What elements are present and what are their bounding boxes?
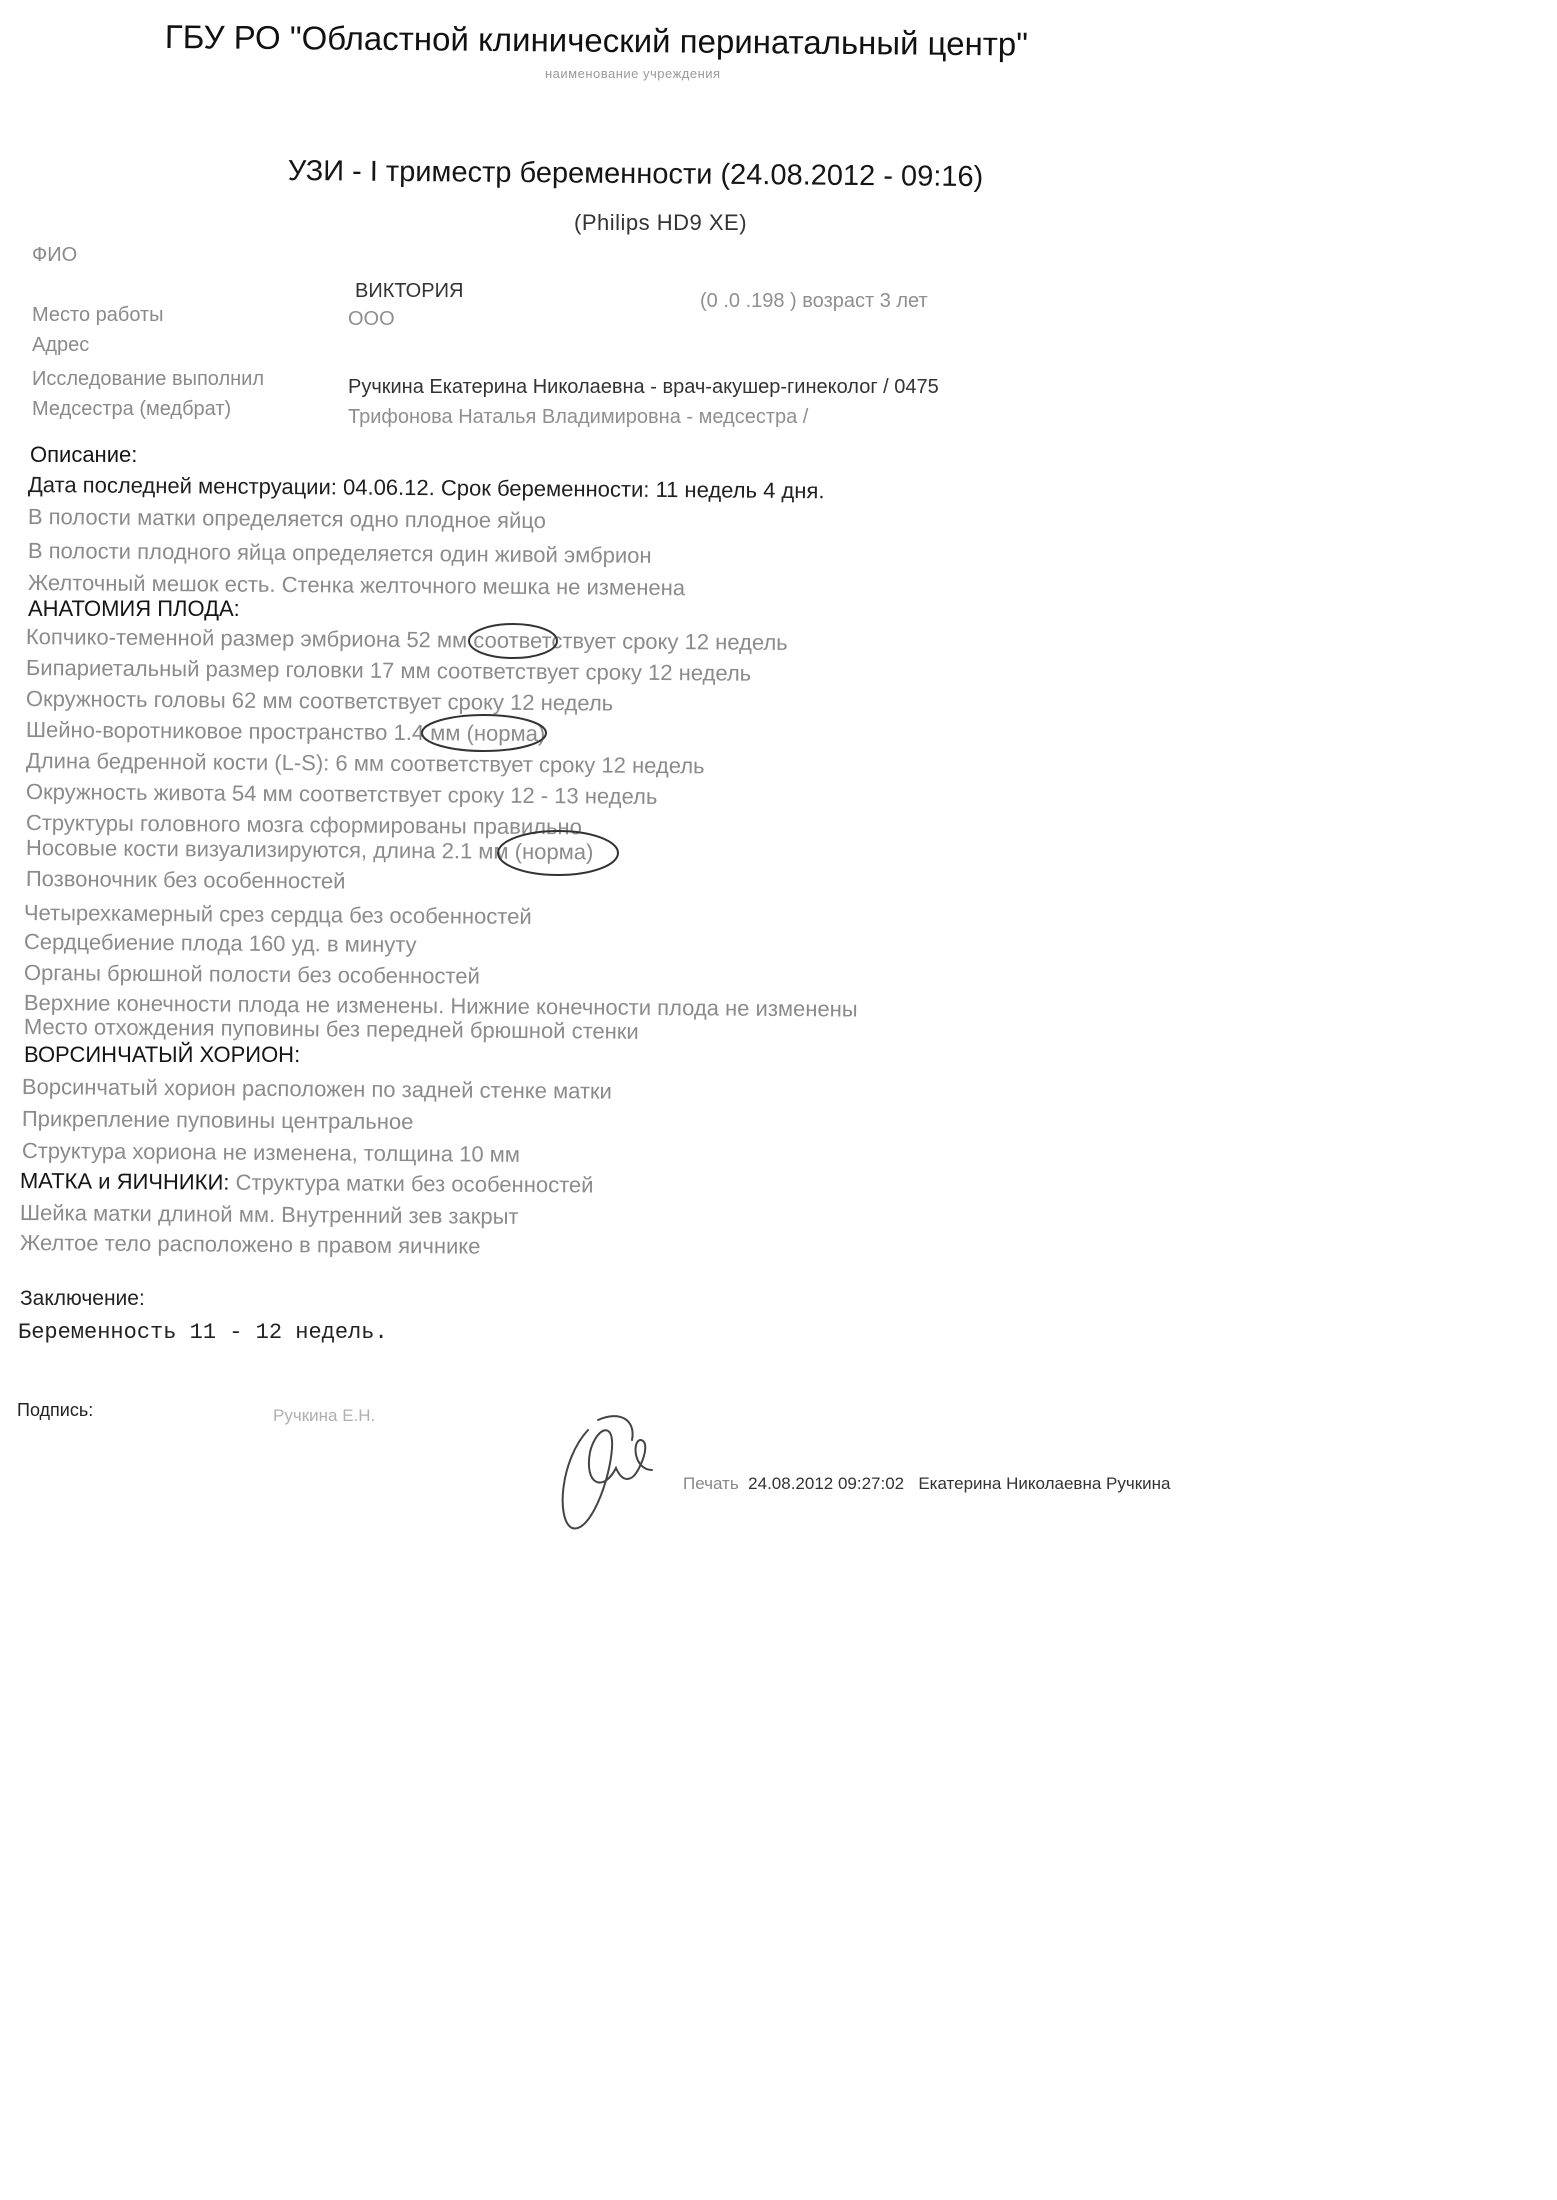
anatomy-line: Четырехкамерный срез сердца без особенностей xyxy=(23,900,532,929)
anatomy-heading: АНАТОМИЯ ПЛОДА: xyxy=(28,596,240,621)
anatomy-line: Окружность головы 62 мм соответствует сроку 12 недель xyxy=(25,686,614,716)
handwritten-signature xyxy=(563,1416,652,1528)
handwritten-circle-crl xyxy=(469,624,557,658)
nurse-value: Трифонова Наталья Владимировна - медсестра / xyxy=(348,406,809,428)
organization-name: ГБУ РО "Областной клинический перинатальный центр" xyxy=(164,18,1029,63)
chorion-line: Прикрепление пуповины центральное xyxy=(21,1106,414,1135)
signature-value: Ручкина Е.Н. xyxy=(273,1406,376,1425)
chorion-heading: ВОРСИНЧАТЫЙ ХОРИОН: xyxy=(24,1042,301,1067)
chorion-line: Структура хориона не изменена, толщина 10 мм xyxy=(21,1138,521,1167)
print-label: Печать xyxy=(683,1474,739,1493)
signature-label: Подпись: xyxy=(17,1400,94,1420)
patient-dob-age: (0 .0 .198 ) возраст 3 лет xyxy=(700,290,928,312)
work-value: ООО xyxy=(348,308,395,330)
anatomy-line: Окружность живота 54 мм соответствует сроку 12 - 13 недель xyxy=(25,779,658,809)
anatomy-line: Бипариетальный размер головки 17 мм соответствует сроку 12 недель xyxy=(25,655,752,686)
uterus-heading: МАТКА и ЯИЧНИКИ: xyxy=(19,1168,230,1195)
organization-caption: наименование учреждения xyxy=(545,66,721,81)
anatomy-line: Шейно-воротниковое пространство 1.4 мм (норма) xyxy=(25,717,546,747)
description-line: Желточный мешок есть. Стенка желточного мешка не изменена xyxy=(27,570,686,601)
anatomy-line: Органы брюшной полости без особенностей xyxy=(23,960,480,989)
uterus-structure: Структура матки без особенностей xyxy=(229,1169,594,1198)
anatomy-line: Место отхождения пуповины без передней брюшной стенки xyxy=(23,1014,639,1044)
lmp-line: Дата последней менструации: 04.06.12. Срок беременности: 11 недель 4 дня. xyxy=(27,472,825,504)
chorion-line: Ворсинчатый хорион расположен по задней стенке матки xyxy=(21,1074,613,1104)
anatomy-line: Длина бедренной кости (L-S): 6 мм соответствует сроку 12 недель xyxy=(25,748,705,779)
uterus-line: Желтое тело расположено в правом яичнике xyxy=(19,1230,481,1259)
device-name: (Philips HD9 XE) xyxy=(574,210,748,235)
patient-name: ВИКТОРИЯ xyxy=(355,280,464,302)
anatomy-line: Копчико-теменной размер эмбриона 52 мм соответствует сроку 12 недель xyxy=(25,624,788,655)
description-line: В полости плодного яйца определяется один живой эмбрион xyxy=(27,538,652,568)
anatomy-line: Верхние конечности плода не изменены. Нижние конечности плода не изменены xyxy=(23,990,858,1022)
work-label: Место работы xyxy=(32,304,164,326)
performed-by-value: Ручкина Екатерина Николаевна - врач-акушер-гинеколог / 0475 xyxy=(348,376,939,398)
print-name: Екатерина Николаевна Ручкина xyxy=(918,1474,1171,1493)
document-title: УЗИ - I триместр беременности (24.08.2012 - 09:16) xyxy=(287,155,984,194)
fio-label: ФИО xyxy=(32,244,78,266)
anatomy-line: Сердцебиение плода 160 уд. в минуту xyxy=(23,929,417,958)
anatomy-line: Структуры головного мозга сформированы правильно xyxy=(25,810,582,840)
handwritten-circle-nasal xyxy=(498,831,618,875)
description-line: В полости матки определяется одно плодное яйцо xyxy=(27,504,546,534)
nurse-label: Медсестра (медбрат) xyxy=(32,398,232,420)
handwritten-circle-nt xyxy=(422,715,546,751)
anatomy-line: Позвоночник без особенностей xyxy=(25,866,346,894)
uterus-line: Шейка матки длиной мм. Внутренний зев закрыт xyxy=(19,1200,519,1229)
anatomy-line: Носовые кости визуализируются, длина 2.1 мм (норма) xyxy=(25,835,594,865)
conclusion-label: Заключение: xyxy=(20,1287,145,1310)
conclusion-text: Беременность 11 - 12 недель. xyxy=(18,1320,388,1345)
performed-by-label: Исследование выполнил xyxy=(32,368,265,390)
description-heading: Описание: xyxy=(30,442,138,467)
print-datetime: 24.08.2012 09:27:02 xyxy=(748,1474,905,1493)
address-label: Адрес xyxy=(32,334,90,356)
